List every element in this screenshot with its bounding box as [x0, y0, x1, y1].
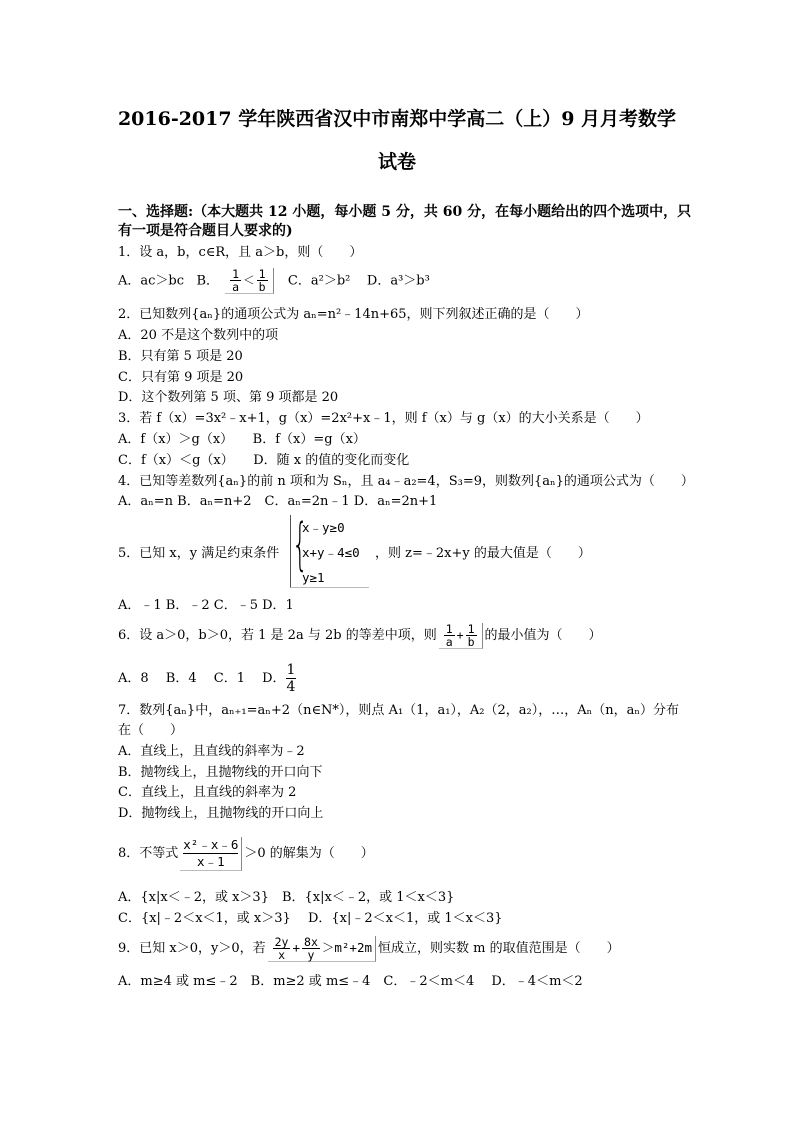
- q7-option-c: C．直线上，且直线的斜率为 2: [118, 785, 297, 800]
- q1-stem: 1．设 a，b，c∈R，且 a＞b，则（ ）: [118, 245, 363, 260]
- q7-option-d: D．抛物线上，且抛物线的开口向上: [118, 806, 324, 821]
- q8-stem-pre: 8．不等式: [118, 846, 179, 861]
- q1-option-c: C．a²＞b²: [287, 273, 351, 289]
- q6-options: [118, 662, 296, 695]
- q7-stem-line-2: 在（ ）: [118, 723, 184, 738]
- section-heading-line-1: 一、选择题:（本大题共 12 小题，每小题 5 分，共 60 分，在每小题给出的四个选项中，只: [118, 204, 692, 220]
- q6-stem-pre: 6．设 a＞0，b＞0，若 1 是 2a 与 2b 的等差中项，则: [118, 628, 437, 643]
- q6-frac-2: [466, 623, 477, 648]
- exam-title-line-1: 2016-2017 学年陕西省汉中市南郑中学高二（上）9 月月考数学: [117, 108, 677, 130]
- q6-frac-2-num: 1: [467, 621, 475, 636]
- q9-frac-2-num: 8x: [304, 934, 318, 949]
- q2-stem: 2．已知数列{aₙ}的通项公式为 aₙ=n²﹣14n+65，则下列叙述正确的是（ ）: [118, 307, 589, 322]
- q1-frac-1: [230, 268, 241, 293]
- q8-den: x﹣1: [197, 853, 225, 869]
- q1-options: [118, 268, 430, 294]
- q1-option-b-label: B．: [196, 273, 219, 289]
- q9-frac-1-den: x: [278, 947, 286, 962]
- q6-frac-1: [444, 623, 455, 648]
- q1-option-d: D．a³＞b³: [366, 273, 430, 289]
- q1-frac-2-den: b: [258, 280, 266, 294]
- q5-stem-post: ，则 z=﹣2x+y 的最大值是（ ）: [375, 546, 591, 561]
- q9-rhs: ＞m²+2m: [321, 939, 373, 955]
- q6-plus: +: [456, 627, 464, 642]
- q5-brace: {: [292, 512, 309, 577]
- q3-options-cd: C．f（x）＜g（x） D．随 x 的值的变化而变化: [118, 453, 410, 468]
- q8-stem: [118, 836, 374, 872]
- q9-options: A．m≥4 或 m≤﹣2 B．m≥2 或 m≤﹣4 C．﹣2＜m＜4 D．﹣4＜m＜2: [118, 974, 583, 989]
- q2-option-d: D．这个数列第 5 项、第 9 项都是 20: [118, 390, 339, 405]
- q6-option-d-frac: [286, 662, 297, 695]
- q1-frac-1-num: 1: [232, 267, 240, 281]
- q9-frac-1: [273, 936, 291, 961]
- q2-option-b: B．只有第 5 项是 20: [118, 349, 243, 364]
- q2-option-a: A．20 不是这个数列中的项: [118, 328, 279, 343]
- q9-stem: [118, 932, 620, 966]
- q6-d-den: 4: [286, 679, 296, 695]
- q5-constraint-1: x﹣y≥0: [302, 520, 345, 535]
- q7-option-b: B．抛物线上，且抛物线的开口向下: [118, 765, 323, 780]
- q3-options-ab: A．f（x）＞g（x） B．f（x）=g（x）: [118, 432, 366, 447]
- q6-d-num: 1: [286, 662, 296, 678]
- q8-stem-post: ＞0 的解集为（ ）: [244, 846, 374, 861]
- q9-frac-1-num: 2y: [274, 934, 289, 949]
- q8-options-cd: C．{x|﹣2＜x＜1，或 x＞3} D．{x|﹣2＜x＜1，或 1＜x＜3}: [118, 911, 503, 926]
- q1-frac-2-num: 1: [258, 267, 266, 281]
- q1-option-b-formula: [225, 268, 273, 294]
- q6-frac-2-den: b: [467, 634, 475, 649]
- exam-title-line-2: 试卷: [377, 151, 416, 173]
- q8-options-ab: A．{x|x＜﹣2，或 x＞3} B．{x|x＜﹣2，或 1＜x＜3}: [118, 890, 455, 905]
- q9-formula: [268, 936, 376, 962]
- q5-constraint-2: x+y﹣4≤0: [302, 545, 360, 560]
- q1-option-a: A．ac＞bc: [118, 273, 185, 289]
- q6-stem-post: 的最小值为（ ）: [484, 628, 602, 643]
- q1-frac-op: ＜: [243, 273, 255, 287]
- q9-frac-2: [302, 936, 320, 961]
- q6-options-abc: A．8 B．4 C．1 D．: [118, 671, 286, 686]
- q8-formula: [180, 837, 242, 871]
- q9-plus: +: [292, 939, 301, 955]
- q4-options: A．aₙ=n B．aₙ=n+2 C．aₙ=2n﹣1 D．aₙ=2n+1: [118, 494, 438, 509]
- q9-stem-pre: 9．已知 x＞0，y＞0，若: [118, 941, 266, 956]
- q4-stem: 4．已知等差数列{aₙ}的前 n 项和为 Sₙ，且 a₄﹣a₂=4，S₃=9，则数列{aₙ}的通项公式为（ ）: [118, 474, 694, 489]
- q6-formula: [439, 623, 483, 649]
- q7-stem-line-1: 7．数列{aₙ}中，aₙ₊₁=aₙ+2（n∈N*），则点 A₁（1，a₁），A₂（2，a₂），…，Aₙ（n，aₙ）分布: [118, 703, 679, 718]
- q6-stem: [118, 622, 602, 650]
- q9-stem-post: 恒成立，则实数 m 的取值范围是（ ）: [378, 941, 620, 956]
- section-heading-line-2: 有一项是符合题目人要求的): [118, 223, 293, 239]
- q1-frac-2: [257, 268, 268, 293]
- q5-constraint-3: y≥1: [302, 570, 325, 585]
- q3-stem: 3．若 f（x）=3x²﹣x+1，g（x）=2x²+x﹣1，则 f（x）与 g（x）的大小关系是（ ）: [118, 411, 649, 426]
- q6-frac-1-den: a: [445, 634, 453, 649]
- q8-num: x²﹣x﹣6: [183, 836, 239, 852]
- q5-stem-pre: 5．已知 x，y 满足约束条件: [118, 546, 280, 561]
- q6-frac-1-num: 1: [445, 621, 453, 636]
- q5-options: A．﹣1 B．﹣2 C．﹣5 D．1: [118, 598, 294, 613]
- q1-frac-1-den: a: [232, 280, 240, 294]
- q7-option-a: A．直线上，且直线的斜率为﹣2: [118, 744, 305, 759]
- q2-option-c: C．只有第 9 项是 20: [118, 370, 244, 385]
- q9-frac-2-den: y: [307, 947, 315, 962]
